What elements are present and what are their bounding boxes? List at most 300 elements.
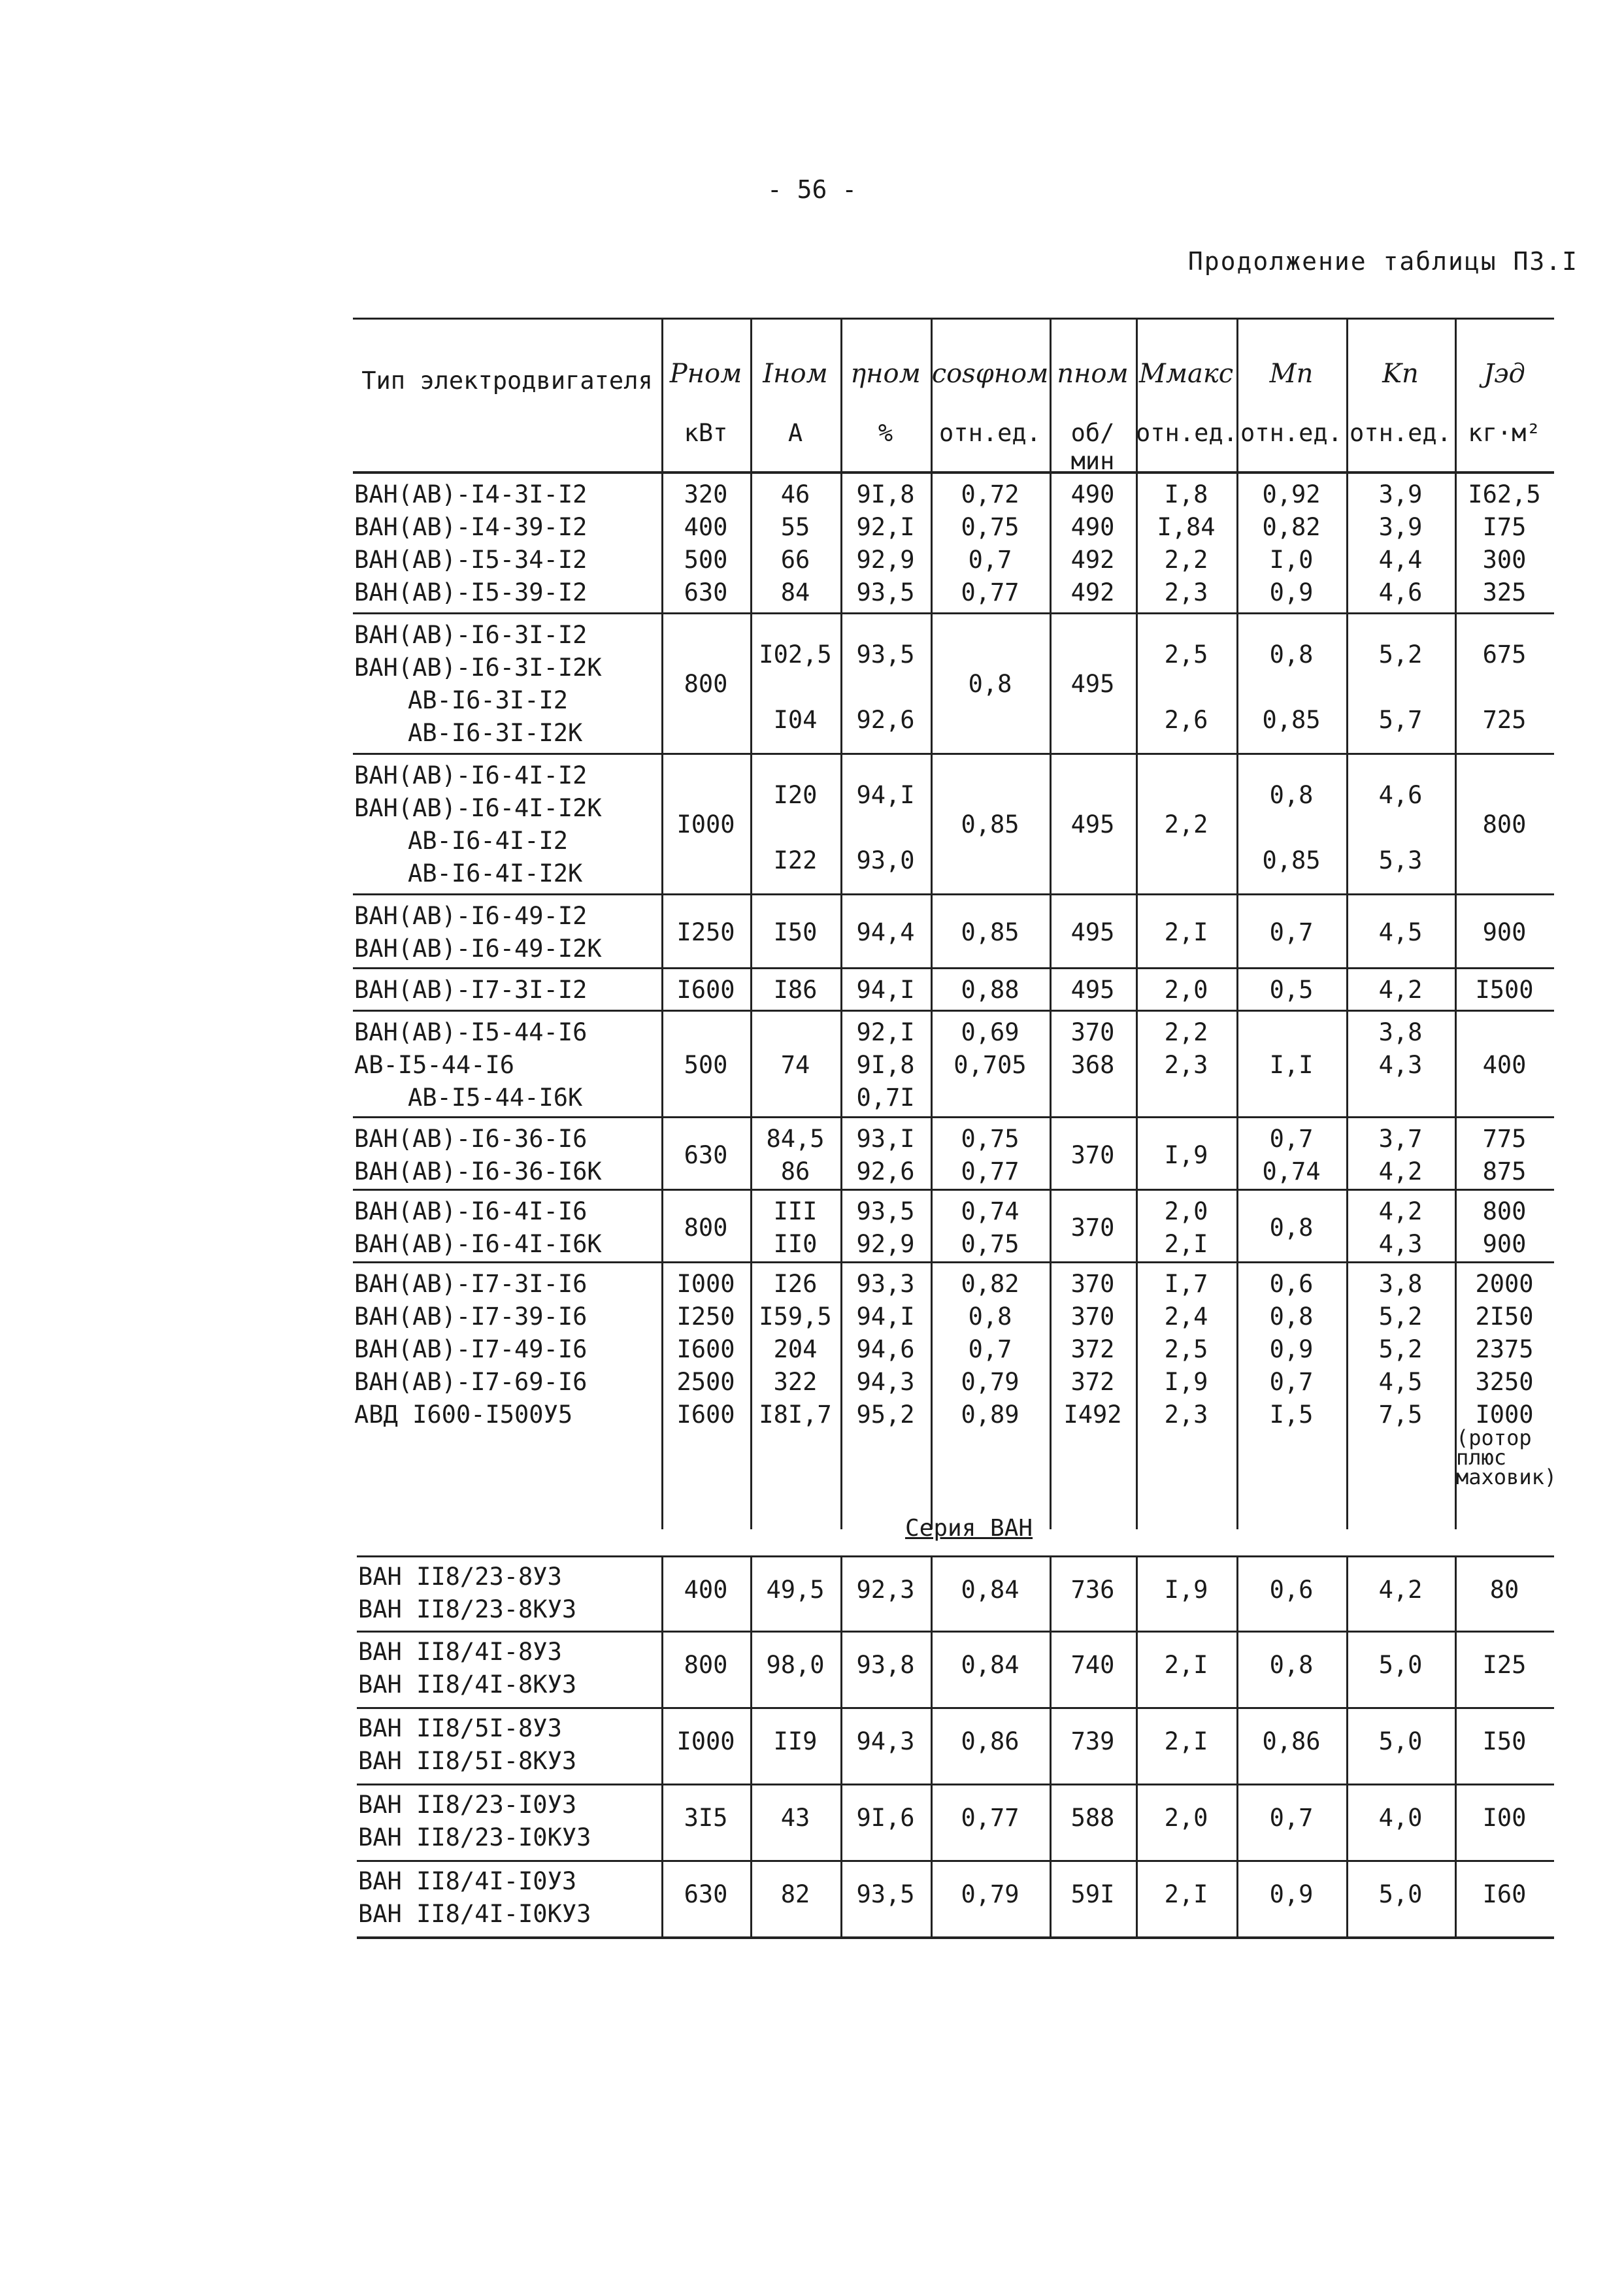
table-continuation-title: Продолжение таблицы П3.I — [1187, 247, 1578, 276]
value-n: 492 — [1070, 546, 1115, 574]
header-symbol-M: Mмакс — [1138, 359, 1234, 389]
value-cos: 0,7 — [968, 1335, 1012, 1363]
value-Mp: 0,74 — [1262, 1157, 1321, 1186]
value-eta: 93,5 — [856, 1880, 915, 1908]
column-divider — [750, 320, 752, 471]
value-M: 2,I — [1164, 1727, 1208, 1755]
value-eta: 92,6 — [856, 1157, 915, 1186]
value-I: 82 — [780, 1880, 810, 1908]
value-Kp: 4,2 — [1378, 1197, 1423, 1225]
table-row — [353, 1012, 1554, 1118]
value-J: 325 — [1482, 578, 1527, 606]
value-Mp: 0,86 — [1262, 1727, 1321, 1755]
value-I: 322 — [773, 1368, 818, 1396]
value-I: III — [773, 1197, 818, 1225]
motor-type: АВ-I6-4I-I2К — [408, 859, 583, 888]
value-Kp: 4,5 — [1378, 918, 1423, 946]
value-M: 2,5 — [1164, 640, 1208, 669]
value-Mp: 0,7 — [1269, 918, 1314, 946]
page-number: - 56 - — [767, 175, 857, 204]
value-Mp: I,0 — [1269, 546, 1314, 574]
value-cos: 0,74 — [961, 1197, 1019, 1225]
value-P: 400 — [684, 1576, 728, 1604]
value-Kp: 7,5 — [1378, 1401, 1423, 1429]
value-eta: 92,3 — [856, 1576, 915, 1604]
value-I: II0 — [773, 1230, 818, 1258]
van-series-table — [357, 1555, 1554, 1939]
value-n: 588 — [1070, 1804, 1115, 1832]
value-I: 98,0 — [766, 1651, 825, 1679]
motor-type: ВАН(АВ)-I5-39-I2 — [354, 578, 588, 606]
motor-type: ВАН II8/23-I0КУ3 — [358, 1823, 591, 1851]
value-Mp: 0,9 — [1269, 578, 1314, 606]
value-J: I60 — [1482, 1880, 1527, 1908]
rotor-note: (ротор плюс маховик) — [1456, 1425, 1557, 1489]
value-I: 46 — [780, 480, 810, 508]
motor-type: ВАН(АВ)-I7-39-I6 — [354, 1303, 588, 1331]
column-divider — [931, 320, 933, 471]
value-Kp: 5,0 — [1378, 1651, 1423, 1679]
value-cos: 0,72 — [961, 480, 1019, 508]
value-J: 2I50 — [1475, 1303, 1534, 1331]
value-P: I000 — [676, 1270, 735, 1298]
value-M: 2,I — [1164, 1230, 1208, 1258]
value-Mp: 0,7 — [1269, 1804, 1314, 1832]
value-Kp: 4,6 — [1378, 781, 1423, 809]
value-n: 736 — [1070, 1576, 1115, 1604]
value-Mp: 0,7 — [1269, 1125, 1314, 1153]
value-Kp: 4,3 — [1378, 1051, 1423, 1079]
header-symbol-J: Jэд — [1483, 359, 1525, 389]
motor-type: ВАН(АВ)-I6-49-I2К — [354, 935, 602, 963]
value-M: I,8 — [1164, 480, 1208, 508]
value-eta: 9I,8 — [856, 480, 915, 508]
value-eta: 92,I — [856, 513, 915, 541]
value-cos: 0,75 — [961, 1230, 1019, 1258]
motor-type: ВАН II8/5I-8У3 — [358, 1714, 562, 1742]
motor-type: АВД I600-I500У5 — [354, 1401, 573, 1429]
value-Kp: 5,2 — [1378, 1303, 1423, 1331]
value-eta: 9I,6 — [856, 1804, 915, 1832]
value-I: 55 — [780, 513, 810, 541]
value-Mp: 0,8 — [1269, 1303, 1314, 1331]
motor-table — [353, 318, 1557, 1529]
value-J: 800 — [1482, 1197, 1527, 1225]
value-M: 2,5 — [1164, 1335, 1208, 1363]
motor-type: ВАН(АВ)-I7-49-I6 — [354, 1335, 588, 1363]
value-I: I22 — [773, 846, 818, 874]
value-I: 49,5 — [766, 1576, 825, 1604]
column-divider — [1136, 320, 1138, 471]
column-divider — [840, 320, 842, 471]
value-J: 2375 — [1475, 1335, 1534, 1363]
value-Kp: 5,3 — [1378, 846, 1423, 874]
motor-type: ВАН II8/4I-8У3 — [358, 1638, 562, 1666]
value-M: 2,4 — [1164, 1303, 1208, 1331]
value-Kp: 4,3 — [1378, 1230, 1423, 1258]
value-eta: 93,5 — [856, 640, 915, 669]
value-Mp: I,I — [1269, 1051, 1314, 1079]
value-cos: 0,82 — [961, 1270, 1019, 1298]
value-J: I00 — [1482, 1804, 1527, 1832]
value-M: I,84 — [1157, 513, 1216, 541]
value-J: 80 — [1489, 1576, 1519, 1604]
value-Mp: 0,8 — [1269, 1214, 1314, 1242]
motor-type: ВАН(АВ)-I6-3I-I2 — [354, 621, 588, 649]
value-I: I59,5 — [759, 1303, 832, 1331]
value-n: 370 — [1070, 1018, 1115, 1046]
value-Mp: 0,8 — [1269, 640, 1314, 669]
value-eta: 95,2 — [856, 1401, 915, 1429]
value-M: 2,I — [1164, 1880, 1208, 1908]
value-P: 2500 — [676, 1368, 735, 1396]
motor-type: ВАН(АВ)-I6-4I-I2 — [354, 761, 588, 789]
value-Kp: 4,2 — [1378, 1576, 1423, 1604]
value-Mp: 0,85 — [1262, 706, 1321, 734]
value-eta: 94,I — [856, 976, 915, 1004]
value-J: 675 — [1482, 640, 1527, 669]
value-n: 739 — [1070, 1727, 1115, 1755]
value-I: I20 — [773, 781, 818, 809]
motor-type: ВАН(АВ)-I7-69-I6 — [354, 1368, 588, 1396]
value-I: 204 — [773, 1335, 818, 1363]
value-cos: 0,79 — [961, 1880, 1019, 1908]
value-cos: 0,85 — [961, 810, 1019, 838]
value-Kp: 3,7 — [1378, 1125, 1423, 1153]
value-Kp: 4,0 — [1378, 1804, 1423, 1832]
value-cos: 0,84 — [961, 1576, 1019, 1604]
value-P: 800 — [684, 1214, 728, 1242]
value-eta: 93,5 — [856, 1197, 915, 1225]
value-eta: 93,I — [856, 1125, 915, 1153]
value-I: I8I,7 — [759, 1401, 832, 1429]
header-unit-I: А — [787, 419, 803, 447]
value-Mp: 0,6 — [1269, 1270, 1314, 1298]
motor-type: АВ-I5-44-I6К — [408, 1084, 583, 1112]
motor-type: ВАН II8/23-I0У3 — [358, 1791, 577, 1819]
value-cos: 0,7 — [968, 546, 1012, 574]
value-cos: 0,88 — [961, 976, 1019, 1004]
value-J: 900 — [1482, 1230, 1527, 1258]
value-eta: 94,I — [856, 781, 915, 809]
motor-type: ВАН(АВ)-I6-4I-I6К — [354, 1230, 602, 1258]
value-n: 490 — [1070, 480, 1115, 508]
header-unit-n: об/мин — [1070, 419, 1115, 475]
value-M: 2,2 — [1164, 810, 1208, 838]
value-eta: 94,3 — [856, 1368, 915, 1396]
value-P: 320 — [684, 480, 728, 508]
motor-type: ВАН II8/23-8КУ3 — [358, 1595, 577, 1623]
value-n: 495 — [1070, 810, 1115, 838]
value-eta: 93,0 — [856, 846, 915, 874]
value-cos: 0,77 — [961, 578, 1019, 606]
value-cos: 0,8 — [968, 670, 1012, 698]
value-M: 2,3 — [1164, 1051, 1208, 1079]
column-divider — [1236, 320, 1238, 471]
value-Mp: I,5 — [1269, 1401, 1314, 1429]
value-Mp: 0,5 — [1269, 976, 1314, 1004]
value-J: I62,5 — [1468, 480, 1541, 508]
motor-type: ВАН(АВ)-I7-3I-I6 — [354, 1270, 588, 1298]
value-Kp: 3,8 — [1378, 1018, 1423, 1046]
table-header — [353, 318, 1554, 474]
value-J: I75 — [1482, 513, 1527, 541]
value-Kp: 5,0 — [1378, 1880, 1423, 1908]
value-Kp: 3,8 — [1378, 1270, 1423, 1298]
value-cos: 0,77 — [961, 1157, 1019, 1186]
value-I: I50 — [773, 918, 818, 946]
table-row — [353, 755, 1554, 895]
value-P: I600 — [676, 1401, 735, 1429]
value-I: 66 — [780, 546, 810, 574]
value-n: 495 — [1070, 670, 1115, 698]
value-Mp: 0,8 — [1269, 781, 1314, 809]
value-eta: 94,4 — [856, 918, 915, 946]
value-cos: 0,79 — [961, 1368, 1019, 1396]
van-table-row — [357, 1633, 1554, 1709]
header-symbol-cos: cosφном — [931, 359, 1049, 389]
value-eta: 92,9 — [856, 546, 915, 574]
motor-type: ВАН(АВ)-I7-3I-I2 — [354, 976, 588, 1004]
column-divider — [1455, 320, 1457, 471]
header-unit-P: кВт — [684, 419, 728, 447]
value-M: 2,0 — [1164, 1804, 1208, 1832]
motor-type: ВАН(АВ)-I6-36-I6К — [354, 1157, 602, 1186]
value-J: 725 — [1482, 706, 1527, 734]
motor-type: ВАН(АВ)-I4-3I-I2 — [354, 480, 588, 508]
motor-type: ВАН II8/5I-8КУ3 — [358, 1747, 577, 1775]
motor-type: ВАН(АВ)-I4-39-I2 — [354, 513, 588, 541]
value-J: 875 — [1482, 1157, 1527, 1186]
value-eta: 94,6 — [856, 1335, 915, 1363]
value-I: II9 — [773, 1727, 818, 1755]
value-Mp: 0,85 — [1262, 846, 1321, 874]
value-Mp: 0,6 — [1269, 1576, 1314, 1604]
value-n: 370 — [1070, 1303, 1115, 1331]
value-cos: 0,705 — [953, 1051, 1027, 1079]
value-cos: 0,89 — [961, 1401, 1019, 1429]
value-cos: 0,75 — [961, 513, 1019, 541]
header-unit-J: кг·м² — [1468, 419, 1541, 447]
value-M: 2,6 — [1164, 706, 1208, 734]
van-table-row — [357, 1862, 1554, 1936]
table-row — [353, 1263, 1557, 1529]
value-P: I250 — [676, 918, 735, 946]
value-cos: 0,77 — [961, 1804, 1019, 1832]
value-M: I,7 — [1164, 1270, 1208, 1298]
header-unit-Mp: отн.ед. — [1240, 419, 1342, 447]
van-table-row — [357, 1709, 1554, 1785]
value-Kp: 4,2 — [1378, 1157, 1423, 1186]
motor-type: ВАН II8/4I-I0КУ3 — [358, 1900, 591, 1928]
value-I: 74 — [780, 1051, 810, 1079]
motor-type: ВАН II8/23-8У3 — [358, 1563, 562, 1591]
header-symbol-P: Pном — [669, 359, 742, 389]
value-P: 500 — [684, 546, 728, 574]
header-symbol-eta: ηном — [850, 359, 921, 389]
value-cos: 0,85 — [961, 918, 1019, 946]
value-Kp: 4,4 — [1378, 546, 1423, 574]
value-J: I500 — [1475, 976, 1534, 1004]
value-M: 2,3 — [1164, 578, 1208, 606]
table-row — [353, 1118, 1554, 1191]
value-M: 2,0 — [1164, 976, 1208, 1004]
value-n: 492 — [1070, 578, 1115, 606]
value-I: I86 — [773, 976, 818, 1004]
value-n: I492 — [1063, 1401, 1122, 1429]
value-M: 2,I — [1164, 918, 1208, 946]
value-Mp: 0,9 — [1269, 1880, 1314, 1908]
header-type-label: Тип электродвигателя — [361, 367, 653, 395]
motor-type: ВАН(АВ)-I6-49-I2 — [354, 902, 588, 930]
column-divider — [661, 320, 663, 471]
motor-type: ВАН II8/4I-I0У3 — [358, 1867, 577, 1895]
value-Kp: 4,5 — [1378, 1368, 1423, 1396]
value-Kp: 5,2 — [1378, 1335, 1423, 1363]
value-eta: 9I,8 — [856, 1051, 915, 1079]
value-Mp: 0,9 — [1269, 1335, 1314, 1363]
value-cos: 0,84 — [961, 1651, 1019, 1679]
value-eta: 93,8 — [856, 1651, 915, 1679]
value-eta: 0,7I — [856, 1084, 915, 1112]
value-n: 490 — [1070, 513, 1115, 541]
value-M: I,9 — [1164, 1368, 1208, 1396]
value-Kp: 3,9 — [1378, 513, 1423, 541]
value-n: 368 — [1070, 1051, 1115, 1079]
value-P: 3I5 — [684, 1804, 728, 1832]
series-label: Серия ВАН — [905, 1515, 1033, 1542]
value-Mp: 0,8 — [1269, 1651, 1314, 1679]
value-I: 43 — [780, 1804, 810, 1832]
van-table-body — [357, 1555, 1554, 1939]
value-J: 775 — [1482, 1125, 1527, 1153]
column-divider — [1346, 320, 1348, 471]
value-P: I250 — [676, 1303, 735, 1331]
value-n: 370 — [1070, 1270, 1115, 1298]
value-Kp: 5,0 — [1378, 1727, 1423, 1755]
value-P: 800 — [684, 670, 728, 698]
table-row — [353, 895, 1554, 969]
value-J: 300 — [1482, 546, 1527, 574]
value-n: 495 — [1070, 976, 1115, 1004]
van-table-row — [357, 1557, 1554, 1633]
value-M: 2,0 — [1164, 1197, 1208, 1225]
header-symbol-I: Iном — [763, 359, 828, 389]
value-Kp: 4,2 — [1378, 976, 1423, 1004]
header-unit-Kp: отн.ед. — [1350, 419, 1451, 447]
motor-type: ВАН(АВ)-I6-3I-I2К — [354, 654, 602, 682]
value-P: 500 — [684, 1051, 728, 1079]
value-J: I50 — [1482, 1727, 1527, 1755]
value-I: 86 — [780, 1157, 810, 1186]
value-P: I600 — [676, 976, 735, 1004]
header-unit-M: отн.ед. — [1136, 419, 1238, 447]
value-M: 2,I — [1164, 1651, 1208, 1679]
value-P: 630 — [684, 578, 728, 606]
motor-type: АВ-I5-44-I6 — [354, 1051, 515, 1079]
value-I: 84,5 — [766, 1125, 825, 1153]
value-J: I000 — [1475, 1401, 1534, 1429]
value-M: 2,2 — [1164, 546, 1208, 574]
value-J: 400 — [1482, 1051, 1527, 1079]
value-cos: 0,86 — [961, 1727, 1019, 1755]
value-J: 800 — [1482, 810, 1527, 838]
value-eta: 92,6 — [856, 706, 915, 734]
value-P: 630 — [684, 1141, 728, 1169]
value-n: 370 — [1070, 1214, 1115, 1242]
value-Mp: 0,82 — [1262, 513, 1321, 541]
value-eta: 92,9 — [856, 1230, 915, 1258]
header-symbol-Kp: Kп — [1382, 359, 1419, 389]
value-M: 2,3 — [1164, 1401, 1208, 1429]
table-row — [353, 1191, 1554, 1263]
value-Mp: 0,7 — [1269, 1368, 1314, 1396]
header-symbol-Mp: Mп — [1269, 359, 1314, 389]
value-I: I26 — [773, 1270, 818, 1298]
value-n: 372 — [1070, 1368, 1115, 1396]
value-n: 372 — [1070, 1335, 1115, 1363]
value-M: 2,2 — [1164, 1018, 1208, 1046]
value-M: I,9 — [1164, 1576, 1208, 1604]
value-Kp: 3,9 — [1378, 480, 1423, 508]
value-eta: 93,5 — [856, 578, 915, 606]
motor-type: ВАН(АВ)-I6-4I-I2К — [354, 794, 602, 822]
value-P: I600 — [676, 1335, 735, 1363]
value-cos: 0,69 — [961, 1018, 1019, 1046]
value-P: I000 — [676, 810, 735, 838]
value-P: 630 — [684, 1880, 728, 1908]
value-n: 59I — [1070, 1880, 1115, 1908]
value-cos: 0,75 — [961, 1125, 1019, 1153]
motor-type: ВАН(АВ)-I5-34-I2 — [354, 546, 588, 574]
value-J: I25 — [1482, 1651, 1527, 1679]
value-n: 495 — [1070, 918, 1115, 946]
van-table-row — [357, 1785, 1554, 1862]
table-row — [353, 969, 1554, 1012]
motor-type: ВАН(АВ)-I6-36-I6 — [354, 1125, 588, 1153]
motor-type: ВАН(АВ)-I6-4I-I6 — [354, 1197, 588, 1225]
value-J: 3250 — [1475, 1368, 1534, 1396]
value-M: I,9 — [1164, 1141, 1208, 1169]
value-n: 740 — [1070, 1651, 1115, 1679]
header-symbol-n: nном — [1057, 359, 1129, 389]
value-cos: 0,8 — [968, 1303, 1012, 1331]
table-row — [353, 474, 1554, 614]
value-I: I02,5 — [759, 640, 832, 669]
value-eta: 94,I — [856, 1303, 915, 1331]
motor-type: АВ-I6-3I-I2 — [408, 686, 569, 714]
value-n: 370 — [1070, 1141, 1115, 1169]
motor-type: АВ-I6-3I-I2К — [408, 719, 583, 747]
value-P: 800 — [684, 1651, 728, 1679]
value-P: I000 — [676, 1727, 735, 1755]
motor-type: АВ-I6-4I-I2 — [408, 827, 569, 855]
value-J: 900 — [1482, 918, 1527, 946]
value-eta: 94,3 — [856, 1727, 915, 1755]
value-P: 400 — [684, 513, 728, 541]
value-I: 84 — [780, 578, 810, 606]
value-eta: 92,I — [856, 1018, 915, 1046]
value-J: 2000 — [1475, 1270, 1534, 1298]
value-Mp: 0,92 — [1262, 480, 1321, 508]
value-eta: 93,3 — [856, 1270, 915, 1298]
motor-type: ВАН II8/4I-8КУ3 — [358, 1670, 577, 1699]
table-row — [353, 614, 1554, 755]
value-Kp: 4,6 — [1378, 578, 1423, 606]
value-Kp: 5,2 — [1378, 640, 1423, 669]
motor-type: ВАН(АВ)-I5-44-I6 — [354, 1018, 588, 1046]
header-unit-eta: % — [878, 419, 893, 447]
